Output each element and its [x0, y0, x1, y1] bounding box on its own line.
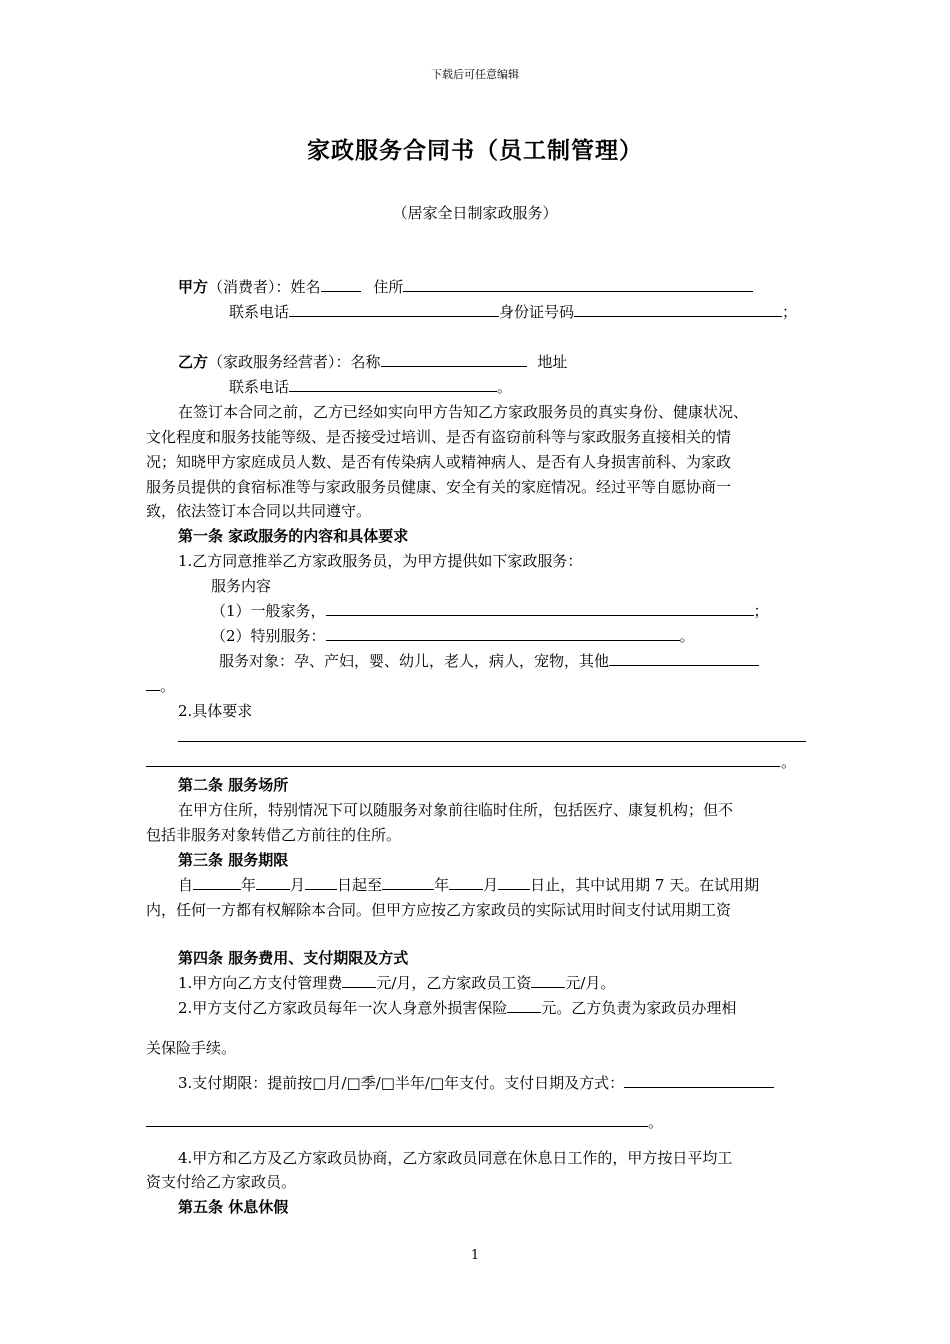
party-a-end: ；	[782, 303, 798, 321]
preamble-line-2: 文化程度和服务技能等级、是否接受过培训、是否有盗窃前科等与家政服务直接相关的情	[146, 428, 732, 446]
party-a-id-blank[interactable]	[574, 302, 782, 317]
article-4-p2	[178, 998, 736, 1018]
start-month-blank[interactable]	[256, 875, 290, 890]
service-objects-blank-cont[interactable]	[146, 676, 160, 691]
party-b-name-blank-a[interactable]	[381, 352, 429, 367]
party-b-phone-line	[229, 377, 512, 397]
party-a-name-blank[interactable]	[321, 277, 361, 292]
management-fee-label: 1.甲方向乙方支付管理费	[178, 974, 343, 992]
party-a-role: （消费者）：姓名	[208, 278, 321, 296]
party-a-label: 甲方	[178, 278, 209, 296]
party-a-address-blank[interactable]	[403, 277, 753, 292]
document-title: 家政服务合同书（员工制管理）	[307, 137, 643, 164]
article-5-title: 第五条 休息休假	[178, 1198, 289, 1216]
requirements-label: 2.具体要求	[178, 702, 253, 720]
article-1-title: 第一条 家政服务的内容和具体要求	[178, 527, 409, 545]
service-content-label: 服务内容	[211, 577, 272, 595]
party-b-name-blank-b[interactable]	[429, 352, 527, 367]
special-service-label: （2）特别服务：	[211, 627, 326, 645]
payment-method-end: 。	[648, 1113, 664, 1131]
special-service-end: 。	[679, 627, 695, 645]
article-3-line-2: 内，任何一方都有权解除本合同。但甲方应按乙方家政员的实际试用时间支付试用期工资	[146, 901, 732, 919]
wage-unit: 元/月。	[565, 974, 616, 992]
party-a-phone-label: 联系电话	[229, 303, 290, 321]
end-month-label: 月	[483, 876, 499, 894]
insurance-note: 元。乙方负责为家政员办理相	[541, 999, 737, 1017]
general-housework-line	[211, 601, 769, 621]
wage-label: 元/月，乙方家政员工资	[376, 974, 532, 992]
party-a-phone-blank[interactable]	[289, 302, 499, 317]
article-4-p4-line-1: 4.甲方和乙方及乙方家政员协商，乙方家政员同意在休息日工作的，甲方按日平均工	[178, 1149, 733, 1167]
preamble-line-4: 服务员提供的食宿标准等与家政服务员健康、安全有关的家庭情况。经过平等自愿协商一	[146, 478, 732, 496]
wage-blank[interactable]	[531, 973, 565, 988]
article-4-title: 第四条 服务费用、支付期限及方式	[178, 949, 409, 967]
general-housework-label: （1）一般家务，	[211, 602, 326, 620]
document-subtitle: （居家全日制家政服务）	[392, 204, 558, 222]
payment-method-blank[interactable]	[624, 1073, 774, 1088]
period-from-label: 自	[178, 876, 194, 894]
article-3-title: 第三条 服务期限	[178, 851, 289, 869]
general-housework-end: ；	[753, 602, 769, 620]
article-4-p3	[178, 1073, 774, 1093]
party-b-address-label: 地址	[537, 353, 568, 371]
party-b-line	[178, 352, 567, 372]
management-fee-blank[interactable]	[342, 973, 376, 988]
special-service-blank[interactable]	[326, 626, 680, 641]
service-objects-label: 服务对象：孕、产妇，婴、幼儿，老人，病人，宠物，其他	[219, 652, 610, 670]
article-1-p1: 1.乙方同意推举乙方家政服务员，为甲方提供如下家政服务：	[178, 552, 583, 570]
start-year-blank[interactable]	[193, 875, 241, 890]
party-b-role: （家政服务经营者）：名称	[208, 353, 381, 371]
insurance-label: 2.甲方支付乙方家政员每年一次人身意外损害保险	[178, 999, 508, 1017]
article-4-p1	[178, 973, 615, 993]
article-2-title: 第二条 服务场所	[178, 776, 289, 794]
service-period-line	[178, 875, 759, 895]
page-header: 下载后可任意编辑	[431, 68, 519, 81]
article-4-p2-cont: 关保险手续。	[146, 1039, 237, 1057]
requirements-blank-1[interactable]	[178, 741, 806, 742]
party-a-line	[178, 277, 753, 297]
payment-term-label: 3.支付期限：提前按□月/□季/□半年/□年支付。支付日期及方式：	[178, 1074, 625, 1092]
end-day-blank[interactable]	[498, 875, 530, 890]
requirements-blank-2[interactable]	[146, 766, 780, 767]
preamble-line-1: 在签订本合同之前，乙方已经如实向甲方告知乙方家政服务员的真实身份、健康状况、	[178, 403, 749, 421]
service-objects-blank[interactable]	[609, 651, 759, 666]
service-objects-end: 。	[160, 677, 176, 695]
start-month-label: 月	[290, 876, 306, 894]
special-service-line	[211, 626, 695, 646]
article-4-p4-line-2: 资支付给乙方家政员。	[146, 1173, 297, 1191]
preamble-line-3: 况；知晓甲方家庭成员人数、是否有传染病人或精神病人、是否有人身损害前科、为家政	[146, 453, 732, 471]
insurance-blank[interactable]	[507, 998, 541, 1013]
end-year-blank[interactable]	[382, 875, 434, 890]
party-b-end: 。	[497, 378, 513, 396]
page-number: 1	[470, 1248, 480, 1263]
service-objects-cont	[146, 676, 175, 696]
requirements-end: 。	[781, 753, 797, 771]
preamble-line-5: 致，依法签订本合同以共同遵守。	[146, 502, 372, 520]
article-2-line-1: 在甲方住所，特别情况下可以随服务对象前往临时住所，包括医疗、康复机构；但不	[178, 801, 734, 819]
start-day-label: 日起至	[337, 876, 383, 894]
party-a-id-label: 身份证号码	[499, 303, 575, 321]
party-b-label: 乙方	[178, 353, 209, 371]
party-a-address-label: 住所	[373, 278, 404, 296]
general-housework-blank[interactable]	[326, 601, 754, 616]
start-day-blank[interactable]	[305, 875, 337, 890]
start-year-label: 年	[241, 876, 257, 894]
end-year-label: 年	[434, 876, 450, 894]
article-2-line-2: 包括非服务对象转借乙方前往的住所。	[146, 826, 402, 844]
payment-method-blank-2[interactable]	[146, 1126, 648, 1127]
end-day-label: 日止，其中试用期 7 天。在试用期	[530, 876, 760, 894]
party-a-phone-line	[229, 302, 797, 322]
party-b-phone-blank[interactable]	[289, 377, 497, 392]
service-objects-line	[219, 651, 759, 671]
end-month-blank[interactable]	[449, 875, 483, 890]
party-b-phone-label: 联系电话	[229, 378, 290, 396]
